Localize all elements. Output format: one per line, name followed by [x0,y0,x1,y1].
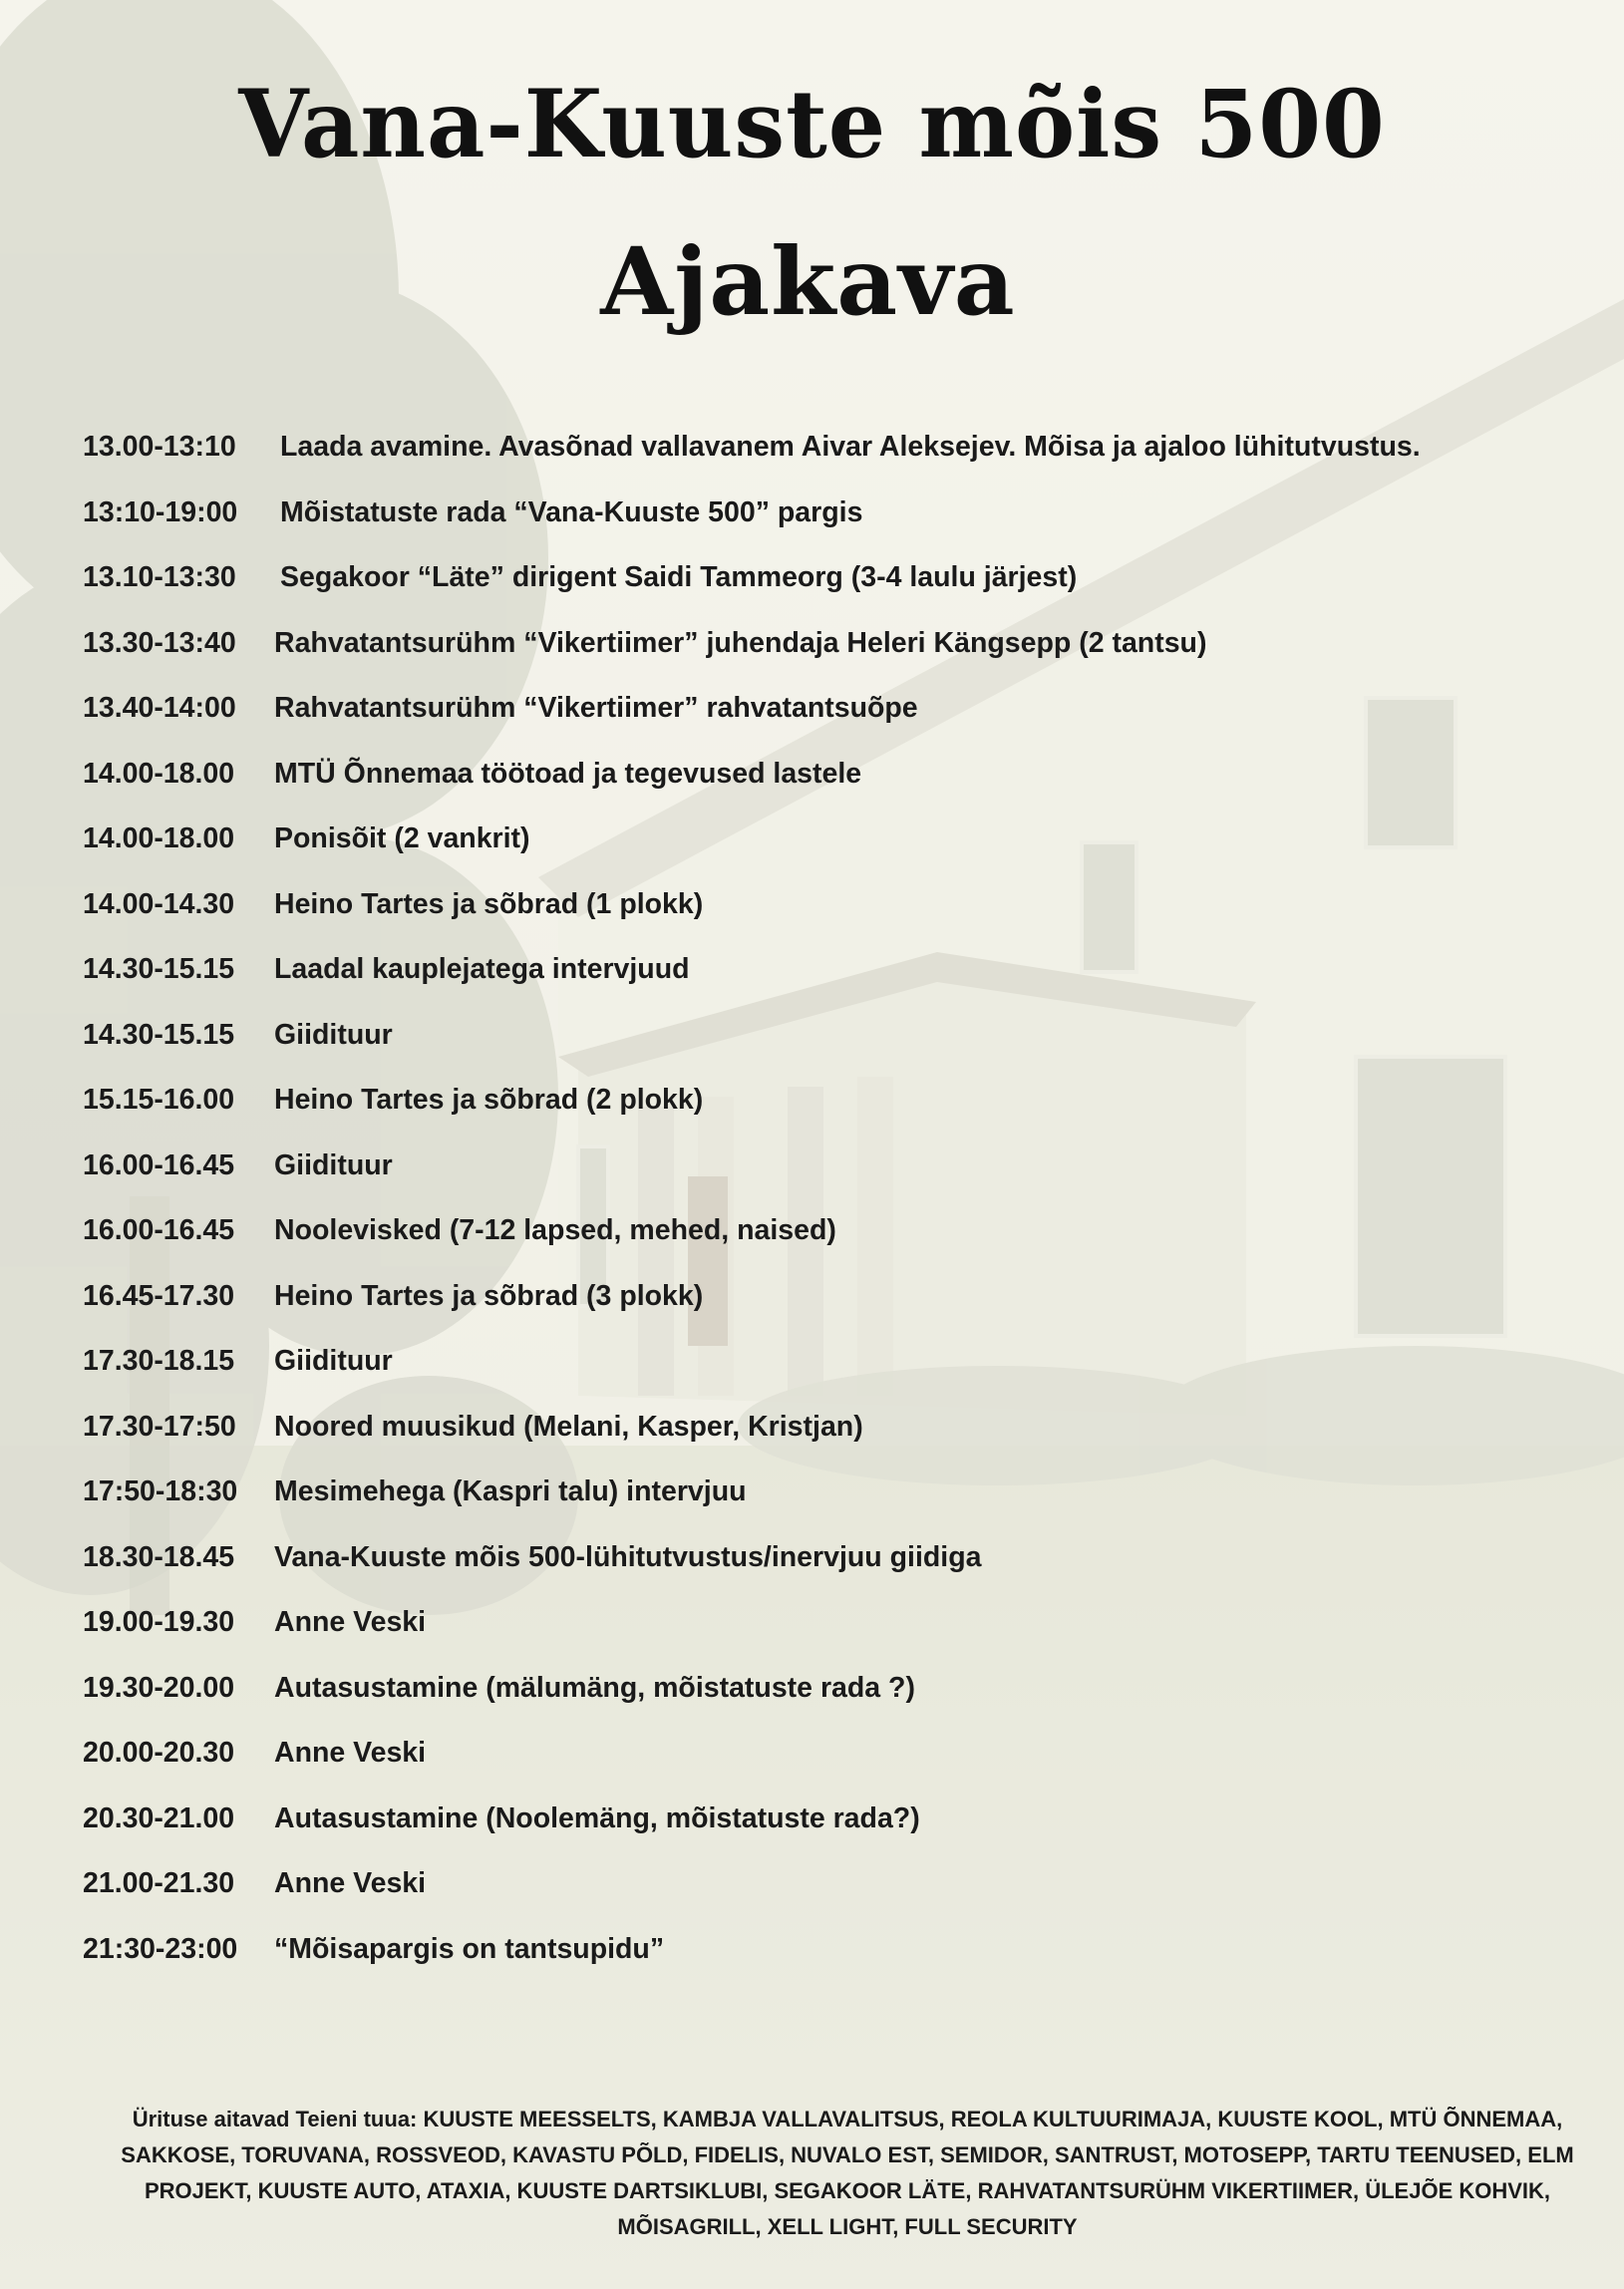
schedule-row [83,1076,1598,1142]
schedule-row [83,684,1598,750]
schedule-event: Heino Tartes ja sõbrad (2 plokk) [274,1084,704,1116]
schedule-event: Noored muusikud (Melani, Kasper, Kristjan) [274,1410,863,1443]
schedule-row [83,750,1598,816]
schedule-row [83,1664,1598,1730]
schedule-event: Anne Veski [274,1606,427,1638]
sponsors-line: Ürituse aitavad Teieni tuua: KUUSTE MEESSELTS, KAMBJA VALLAVALITSUS, REOLA KULTUURIMAJA, KUUSTE KOOL, MTÜ ÕNNEMAA, [132,2107,1563,2131]
schedule-time: 19.30-20.00 [83,1671,235,1704]
schedule-row [83,489,1598,554]
schedule-time: 18.30-18.45 [83,1540,235,1573]
schedule-event: Mõistatuste rada “Vana-Kuuste 500” pargis [280,495,863,528]
schedule-event: Giidituur [274,1345,393,1377]
schedule-time: 21:30-23:00 [83,1932,238,1965]
schedule-event: Mesimehega (Kaspri talu) intervjuu [274,1475,747,1507]
schedule-time: 17:50-18:30 [83,1475,238,1507]
sponsors-line: MÕISAGRILL, XELL LIGHT, FULL SECURITY [617,2214,1078,2239]
schedule-row [83,1272,1598,1338]
schedule-time: 17.30-18.15 [83,1345,235,1377]
schedule-time: 13.30-13:40 [83,626,236,659]
schedule-list [83,423,1598,1990]
page-title: Vana-Kuuste mõis 500 [238,70,1386,179]
schedule-event: Autasustamine (Noolemäng, mõistatuste rada?) [274,1801,920,1834]
schedule-event: Laada avamine. Avasõnad vallavanem Aivar Aleksejev. Mõisa ja ajaloo lühitutvustus. [280,431,1421,463]
schedule-row [83,1403,1598,1469]
schedule-event: Anne Veski [274,1867,427,1899]
schedule-row [83,423,1598,489]
schedule-event: Giidituur [274,1018,393,1051]
schedule-row [83,1859,1598,1925]
schedule-row [83,1795,1598,1860]
schedule-time: 17.30-17:50 [83,1410,236,1443]
schedule-event: Heino Tartes ja sõbrad (3 plokk) [274,1279,704,1312]
schedule-row [83,619,1598,685]
schedule-row [83,1598,1598,1664]
schedule-event: Autasustamine (mälumäng, mõistatuste rada ?) [274,1671,915,1704]
schedule-time: 14.00-14.30 [83,887,235,920]
schedule-event: Rahvatantsurühm “Vikertiimer” rahvatantsuõpe [274,692,918,724]
schedule-row [83,1142,1598,1207]
schedule-row [83,1925,1598,1991]
schedule-event: Anne Veski [274,1737,427,1769]
schedule-time: 14.30-15.15 [83,953,235,985]
schedule-time: 14.00-18.00 [83,822,235,854]
schedule-row [83,1011,1598,1077]
schedule-time: 21.00-21.30 [83,1867,235,1899]
schedule-event: “Mõisapargis on tantsupidu” [274,1932,665,1965]
schedule-row [83,1468,1598,1533]
schedule-time: 14.00-18.00 [83,757,235,790]
schedule-event: Rahvatantsurühm “Vikertiimer” juhendaja Heleri Kängsepp (2 tantsu) [274,626,1207,659]
schedule-event: MTÜ Õnnemaa töötoad ja tegevused lastele [274,757,862,790]
schedule-time: 16.45-17.30 [83,1279,235,1312]
schedule-time: 14.30-15.15 [83,1018,235,1051]
schedule-time: 13.10-13:30 [83,561,236,593]
schedule-event: Heino Tartes ja sõbrad (1 plokk) [274,887,704,920]
sponsors-footer [80,2102,1615,2245]
schedule-time: 13.40-14:00 [83,692,236,724]
schedule-time: 16.00-16.45 [83,1148,235,1181]
schedule-row [83,880,1598,946]
schedule-event: Ponisõit (2 vankrit) [274,822,530,854]
schedule-time: 16.00-16.45 [83,1214,235,1246]
schedule-event: Segakoor “Läte” dirigent Saidi Tammeorg (3-4 laulu järjest) [280,561,1078,593]
schedule-event: Giidituur [274,1148,393,1181]
schedule-row [83,815,1598,880]
schedule-row [83,1533,1598,1599]
schedule-time: 19.00-19.30 [83,1606,235,1638]
page-subtitle: Ajakava [600,227,1016,337]
schedule-row [83,1206,1598,1272]
schedule-row [83,1729,1598,1795]
schedule-row [83,553,1598,619]
schedule-time: 20.30-21.00 [83,1801,235,1834]
schedule-event: Laadal kauplejatega intervjuud [274,953,690,985]
schedule-time: 15.15-16.00 [83,1084,235,1116]
schedule-event: Noolevisked (7-12 lapsed, mehed, naised) [274,1214,836,1246]
schedule-row [83,1337,1598,1403]
sponsors-line: SAKKOSE, TORUVANA, ROSSVEOD, KAVASTU PÕLD, FIDELIS, NUVALO EST, SEMIDOR, SANTRUST, MOTOSEPP, TARTU TEENUSED, ELM [121,2142,1574,2167]
schedule-event: Vana-Kuuste mõis 500-lühitutvustus/inervjuu giidiga [274,1540,982,1573]
schedule-time: 13.00-13:10 [83,431,236,463]
sponsors-line: PROJEKT, KUUSTE AUTO, ATAXIA, KUUSTE DARTSIKLUBI, SEGAKOOR LÄTE, RAHVATANTSURÜHM VIKERTIIMER, ÜLEJÕE KOHVIK, [144,2178,1551,2203]
schedule-row [83,945,1598,1011]
schedule-time: 20.00-20.30 [83,1737,235,1769]
schedule-time: 13:10-19:00 [83,495,238,528]
